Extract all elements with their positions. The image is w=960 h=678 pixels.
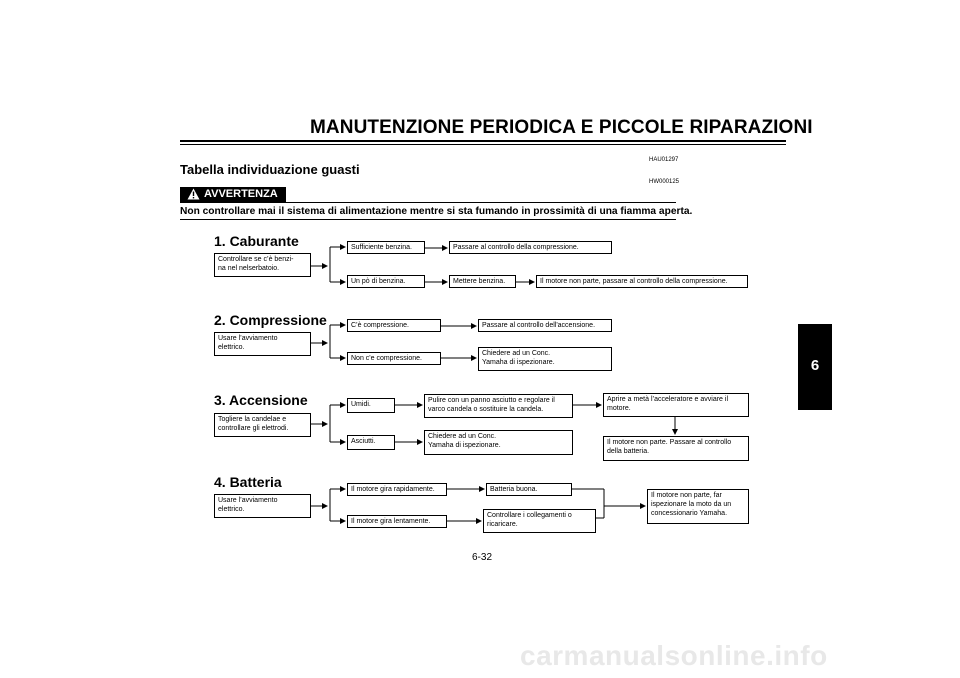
flow-box: Passare al controllo dell'accensione. xyxy=(478,319,612,332)
page-header-title: MANUTENZIONE PERIODICA E PICCOLE RIPARAZIONI xyxy=(310,117,813,138)
section-title: Tabella individuazione guasti xyxy=(180,162,360,177)
flow-box: Aprire a metà l’acceleratore e avviare il motore. xyxy=(603,393,749,417)
step-start-box: Usare l’avviamento elettrico. xyxy=(214,494,311,518)
warning-text: Non controllare mai il sistema di alimentazione mentre si sta fumando in prossimità di una fiamma aperta. xyxy=(180,206,693,217)
flow-box: Chiedere ad un Conc. Yamaha di ispezionare. xyxy=(424,430,573,455)
flow-box: Il motore non parte, far ispezionare la moto da un concessionario Yamaha. xyxy=(647,489,749,524)
step-start-box: Usare l’avviamento elettrico. xyxy=(214,332,311,356)
flow-box: Umidi. xyxy=(347,398,395,413)
flow-box: Pulire con un panno asciutto e regolare il varco candela o sostituire la candela. xyxy=(424,394,573,418)
flow-box: Chiedere ad un Conc. Yamaha di ispezionare. xyxy=(478,347,612,371)
flow-box: Mettere benzina. xyxy=(449,275,516,288)
step-title: 2. Compressione xyxy=(214,312,327,328)
step-start-box: Controllare se c’è benzi- na nel nelserbatoio. xyxy=(214,253,311,277)
step-title: 4. Batteria xyxy=(214,474,282,490)
flow-box: C’è compressione. xyxy=(347,319,441,332)
section-code: HAU01297 xyxy=(649,157,679,163)
flow-box: Il motore non parte, passare al controllo della compressione. xyxy=(536,275,748,288)
chapter-number: 6 xyxy=(810,357,820,374)
page-number: 6-32 xyxy=(472,552,493,563)
flow-box: Un pò di benzina. xyxy=(347,275,425,288)
step-start-box: Togliere la candelae e controllare gli elettrodi. xyxy=(214,413,311,437)
warning-label: AVVERTENZA xyxy=(204,188,278,200)
flow-box: Controllare i collegamenti o ricaricare. xyxy=(483,509,596,533)
flow-box: Asciutti. xyxy=(347,435,395,450)
flow-box: Sufficiente benzina. xyxy=(347,241,425,254)
flow-box: Il motore non parte. Passare al controllo della batteria. xyxy=(603,436,749,461)
step-title: 3. Accensione xyxy=(214,392,308,408)
flow-box: Non c'e compressione. xyxy=(347,352,441,365)
flow-box: Batteria buona. xyxy=(486,483,572,496)
flow-box: Il motore gira lentamente. xyxy=(347,515,447,528)
flow-box: Il motore gira rapidamente. xyxy=(347,483,447,496)
step-title: 1. Caburante xyxy=(214,233,299,249)
warning-code: HW000125 xyxy=(649,179,680,185)
footer-watermark: carmanualsonline.info xyxy=(520,640,828,671)
flow-box: Passare al controllo della compressione. xyxy=(449,241,612,254)
